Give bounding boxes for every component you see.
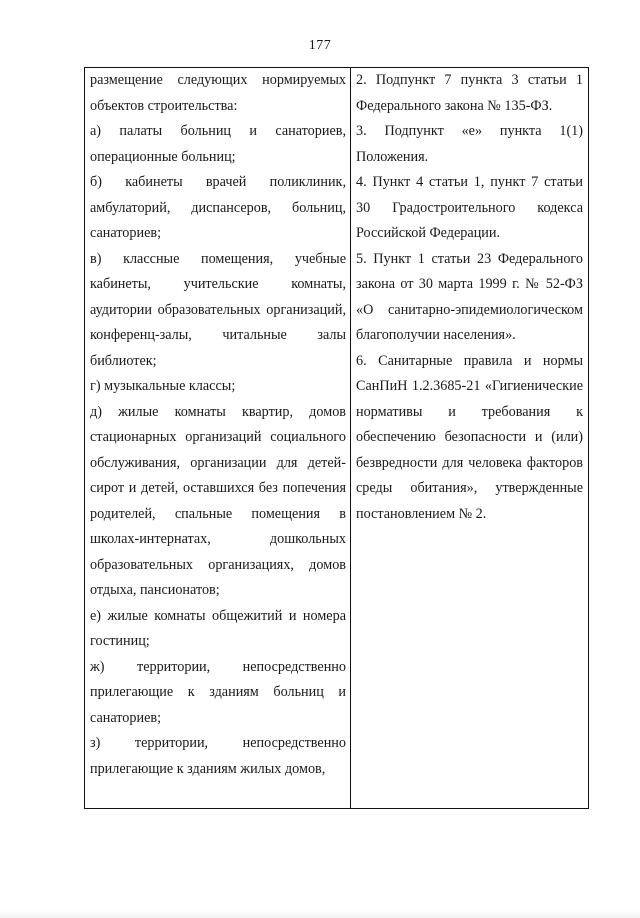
left-item: б) кабинеты врачей поликлиник, амбулаторий, диспансеров, больниц, санаториев; — [90, 174, 346, 241]
right-column — [351, 68, 588, 808]
left-item: а) палаты больниц и санаториев, операционные больниц; — [90, 123, 346, 165]
left-item: г) музыкальные классы; — [90, 378, 236, 394]
left-item: в) классные помещения, учебные кабинеты, учительские комнаты, аудитории образовательных организаций, конференц-залы, читальные залы библиотек; — [90, 250, 346, 369]
right-item: 3. Подпункт «е» пункта 1(1) Положения. — [356, 123, 583, 165]
right-item: 4. Пункт 4 статьи 1, пункт 7 статьи 30 Градостроительного кодекса Российской Федерации. — [356, 174, 583, 241]
right-item: 6. Санитарные правила и нормы СанПиН 1.2.3685-21 «Гигиенические нормативы и требования к обеспечению безопасности и (или) безвредности для человека факторов среды обитания», утвержденные постановлением № 2. — [356, 352, 583, 522]
right-item: 5. Пункт 1 статьи 23 Федерального закона от 30 марта 1999 г. № 52-ФЗ «О санитарно-эпидемиологическом благополучии населения». — [356, 250, 583, 343]
left-column — [85, 68, 351, 808]
document-table — [84, 67, 589, 809]
left-item: е) жилые комнаты общежитий и номера гостиниц; — [90, 607, 346, 649]
right-item: 2. Подпункт 7 пункта 3 статьи 1 Федерального закона № 135-ФЗ. — [356, 72, 583, 114]
page-number: 177 — [308, 38, 332, 53]
left-item: размещение следующих нормируемых объектов строительства: — [90, 72, 346, 114]
left-item: з) территории, непосредственно прилегающие к зданиям жилых домов, — [90, 735, 346, 777]
left-item: д) жилые комнаты квартир, домов стационарных организаций социального обслуживания, организации для детей-сирот и детей, оставшихся без попечения родителей, спальные помещения в школах-интернатах, дошкольных образовательных организациях, домов отдыха, пансионатов; — [90, 403, 346, 598]
scan-edge — [0, 910, 640, 918]
left-item: ж) территории, непосредственно прилегающие к зданиям больниц и санаториев; — [90, 658, 346, 726]
